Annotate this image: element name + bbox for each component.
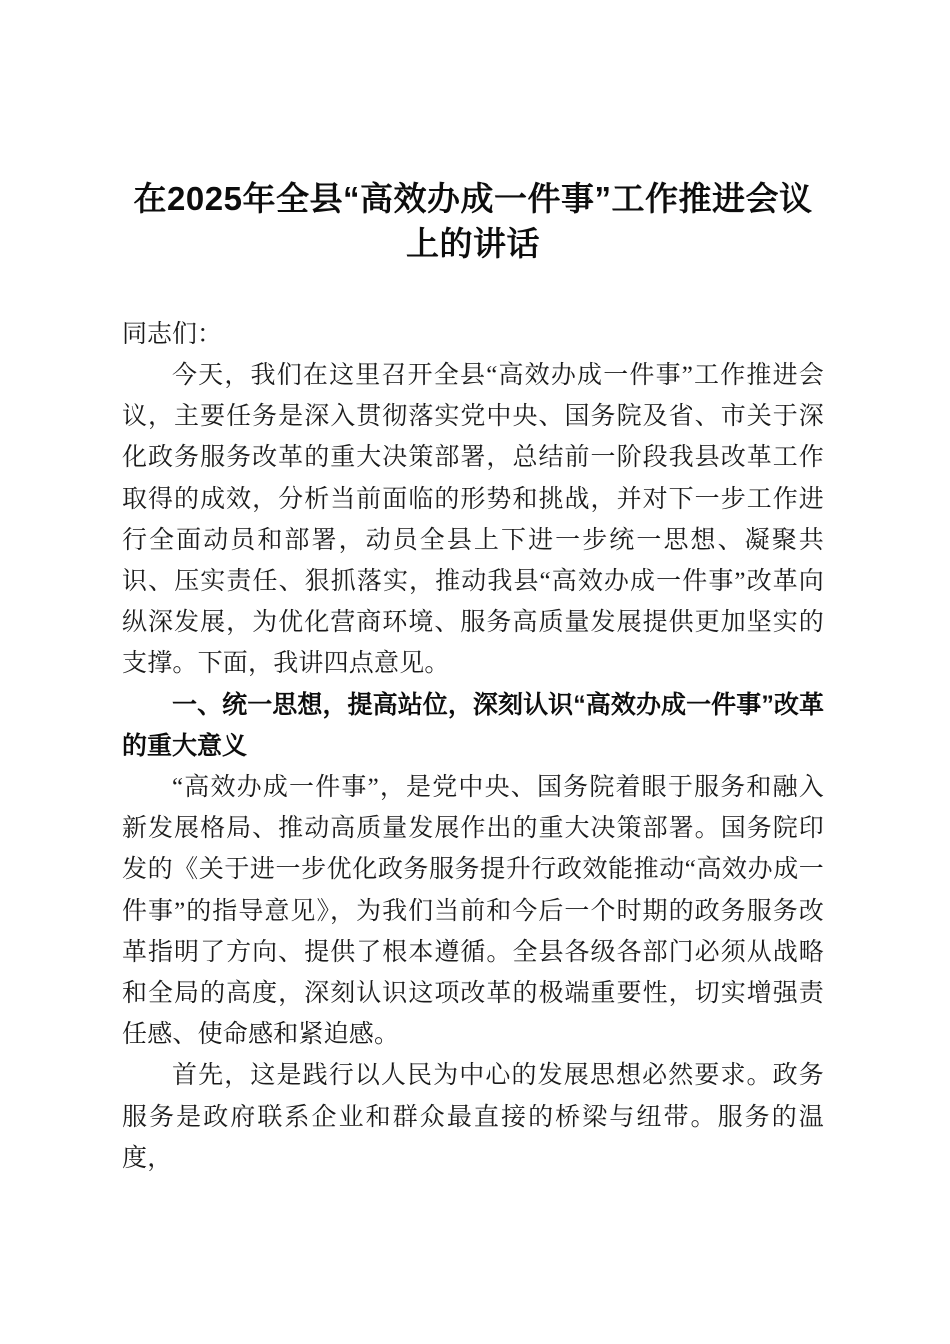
salutation: 同志们： bbox=[122, 321, 223, 348]
paragraph-2: “高效办成一件事”，是党中央、国务院着眼于服务和融入新发展格局、推动高质量发展作出的重大决策部署。国务院印发的《关于进一步优化政务服务提升行政效能推动“高效办成一件事”的指导意见》，为我们当前和今后一个时期的政务服务改革指明了方向、提供了根本遵循。全县各级各部门必须从战略和全局的高度，深刻认识这项改革的极端重要性，切实增强责任感、使命感和紧迫感。 bbox=[122, 774, 824, 1049]
document-content bbox=[122, 0, 824, 1179]
page-title: 在2025年全县“高效办成一件事”工作推进会议上的讲话 bbox=[133, 180, 813, 262]
paragraph-opening: 今天，我们在这里召开全县“高效办成一件事”工作推进会议，主要任务是深入贯彻落实党中央、国务院及省、市关于深化政务服务改革的重大决策部署，总结前一阶段我县改革工作取得的成效，分析当前面临的形势和挑战，并对下一步工作进行全面动员和部署，动员全县上下进一步统一思想、凝聚共识、压实责任、狠抓落实，推动我县“高效办成一件事”改革向纵深发展，为优化营商环境、服务高质量发展提供更加坚实的支撑。下面，我讲四点意见。 bbox=[122, 362, 824, 678]
paragraph-3: 首先，这是践行以人民为中心的发展思想必然要求。政务服务是政府联系企业和群众最直接的桥梁与纽带。服务的温度， bbox=[122, 1062, 824, 1172]
section-heading-1: 一、统一思想，提高站位，深刻认识“高效办成一件事”改革的重大意义 bbox=[122, 690, 824, 760]
